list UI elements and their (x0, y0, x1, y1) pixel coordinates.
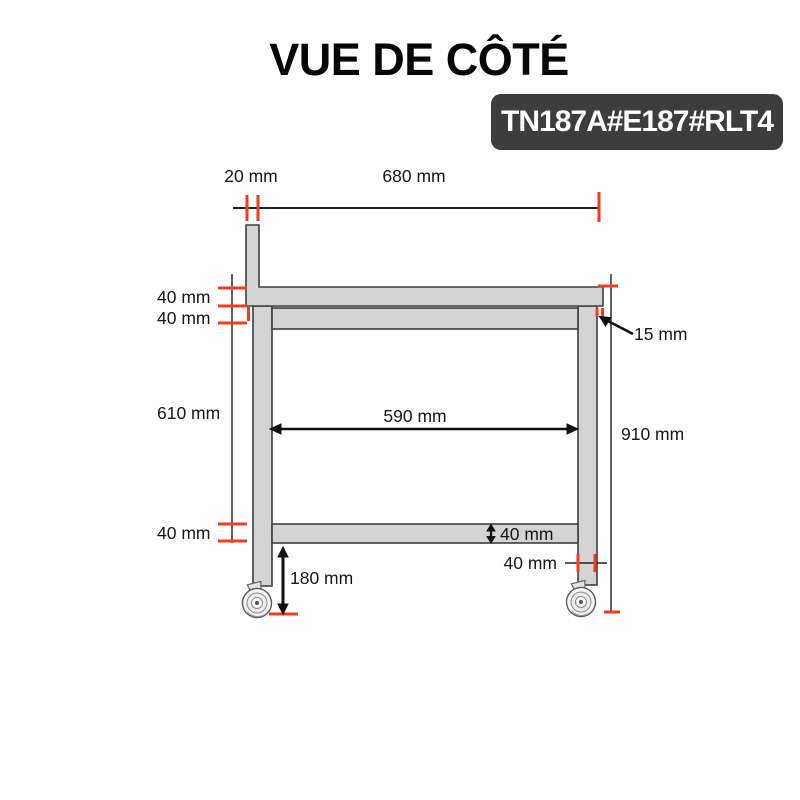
worktop-with-backsplash (246, 225, 603, 306)
reference-badge: TN187A#E187#RLT4 (491, 94, 783, 150)
label-leg-width: 40 mm (503, 553, 557, 573)
label-inner-width: 590 mm (383, 406, 447, 426)
label-frame-rail-height: 40 mm (157, 308, 211, 328)
page-title: VUE DE CÔTÉ (269, 34, 569, 85)
overhang-leader-arrow (606, 320, 633, 334)
right-leg (578, 306, 597, 585)
label-shelf-thickness: 40 mm (500, 524, 554, 544)
label-clear-height: 610 mm (157, 403, 221, 423)
label-shelf-thickness-left: 40 mm (157, 523, 211, 543)
label-caster-height: 180 mm (290, 568, 354, 588)
label-overall-height: 910 mm (621, 424, 685, 444)
label-worktop-thickness: 40 mm (157, 287, 211, 307)
label-top-overhang: 15 mm (634, 324, 688, 344)
frame-rail (272, 308, 578, 329)
label-top-length: 680 mm (382, 166, 446, 186)
red-tick-marks (218, 192, 620, 614)
left-leg (253, 306, 272, 586)
label-top-thickness: 20 mm (224, 166, 278, 186)
